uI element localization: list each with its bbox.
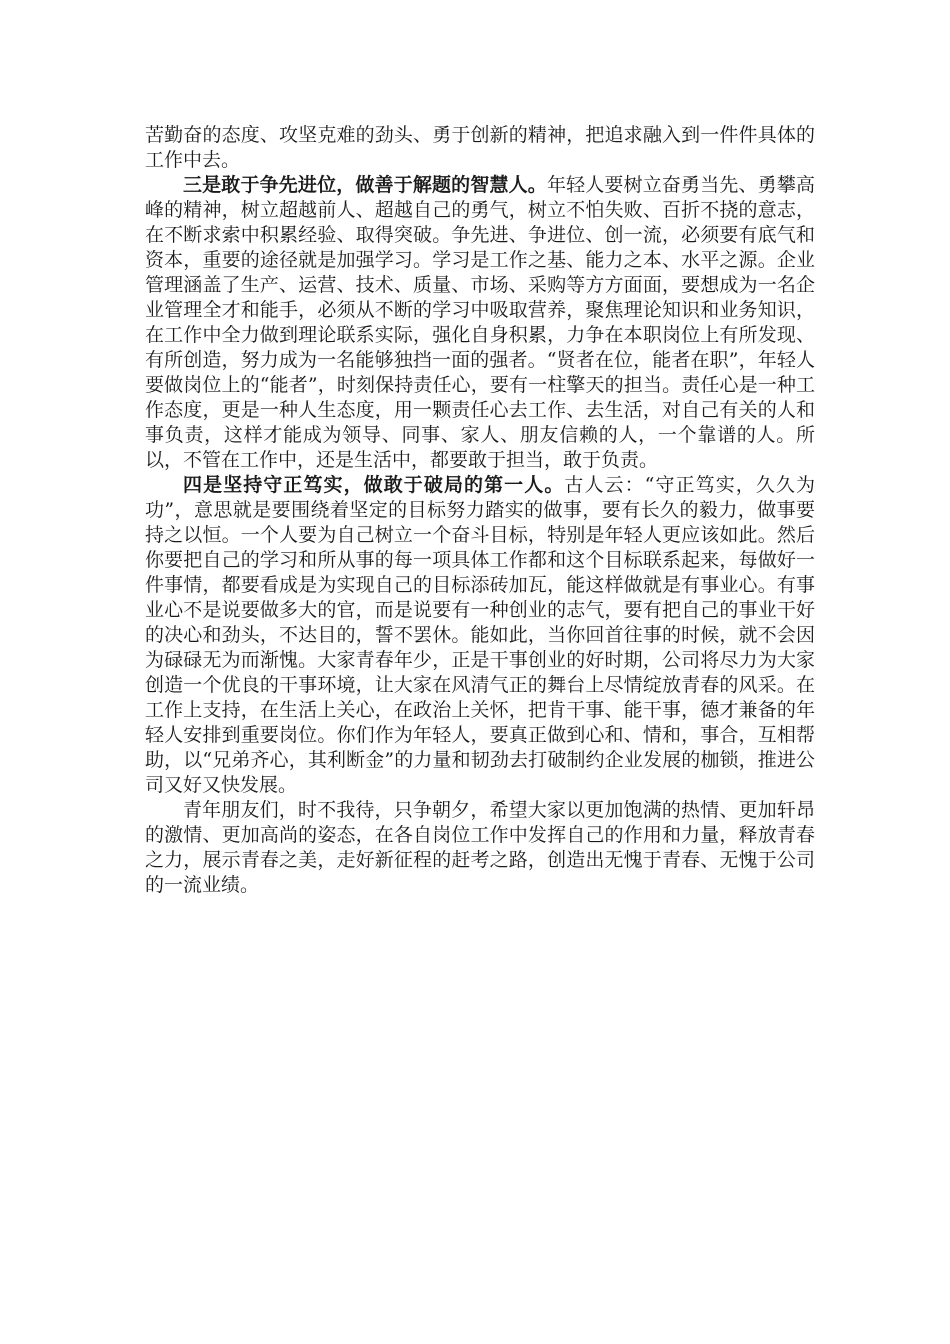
paragraph-text: 青年朋友们，时不我待，只争朝夕，希望大家以更加饱满的热情、更加轩昂的激情、更加高尚的姿态，在各自岗位工作中发挥自己的作用和力量，释放青春之力，展示青春之美，走好新征程的赶考之路，创造出无愧于青春、无愧于公司的一流业绩。 (145, 799, 815, 896)
paragraph-text: 苦勤奋的态度、攻坚克难的劲头、勇于创新的精神，把追求融入到一件件具体的工作中去。 (145, 124, 815, 171)
paragraph-closing (145, 798, 815, 898)
paragraph-text: 古人云：“守正笃实，久久为功”，意思就是要围绕着坚定的目标努力踏实的做事，要有长久的毅力，做事要持之以恒。一个人要为自己树立一个奋斗目标，特别是年轻人更应该如此。然后你要把自己的学习和所从事的每一项具体工作都和这个目标联系起来，每做好一件事情，都要看成是为实现自己的目标添砖加瓦，能这样做就是有事业心。有事业心不是说要做多大的官，而是说要有一种创业的志气，要有把自己的事业干好的决心和劲头，不达目的，誓不罢休。能如此，当你回首往事的时候，就不会因为碌碌无为而渐愧。大家青春年少，正是干事创业的好时期，公司将尽力为大家创造一个优良的干事环境，让大家在风清气正的舞台上尽情绽放青春的风采。在工作上支持，在生活上关心，在政治上关怀，把肯干事、能干事，德才兼备的年轻人安排到重要岗位。你们作为年轻人，要真正做到心和、情和，事合，互相帮助，以“兄弟齐心，其利断金”的力量和韧劲去打破制约企业发展的枷锁，推进公司又好又快发展。 (145, 474, 815, 796)
document-body (145, 123, 815, 898)
paragraph-point-four (145, 473, 815, 798)
paragraph-heading: 四是坚持守正笃实，做敢于破局的第一人。 (183, 474, 565, 496)
paragraph-continuation (145, 123, 815, 173)
paragraph-point-three (145, 173, 815, 473)
paragraph-heading: 三是敢于争先进位，做善于解题的智慧人。 (183, 174, 547, 196)
paragraph-text: 年轻人要树立奋勇当先、勇攀高峰的精神，树立超越前人、超越自己的勇气，树立不怕失败、百折不挠的意志，在不断求索中积累经验、取得突破。争先进、争进位、创一流，必须要有底气和资本，重要的途径就是加强学习。学习是工作之基、能力之本、水平之源。企业管理涵盖了生产、运营、技术、质量、市场、采购等方方面面，要想成为一名企业管理全才和能手，必须从不断的学习中吸取营养，聚焦理论知识和业务知识，在工作中全力做到理论联系实际，强化自身积累，力争在本职岗位上有所发现、有所创造，努力成为一名能够独挡一面的强者。“贤者在位，能者在职”，年轻人要做岗位上的“能者”，时刻保持责任心，要有一柱擎天的担当。责任心是一种工作态度，更是一种人生态度，用一颗责任心去工作、去生活，对自己有关的人和事负责，这样才能成为领导、同事、家人、朋友信赖的人，一个靠谱的人。所以，不管在工作中，还是生活中，都要敢于担当，敢于负责。 (145, 174, 815, 471)
